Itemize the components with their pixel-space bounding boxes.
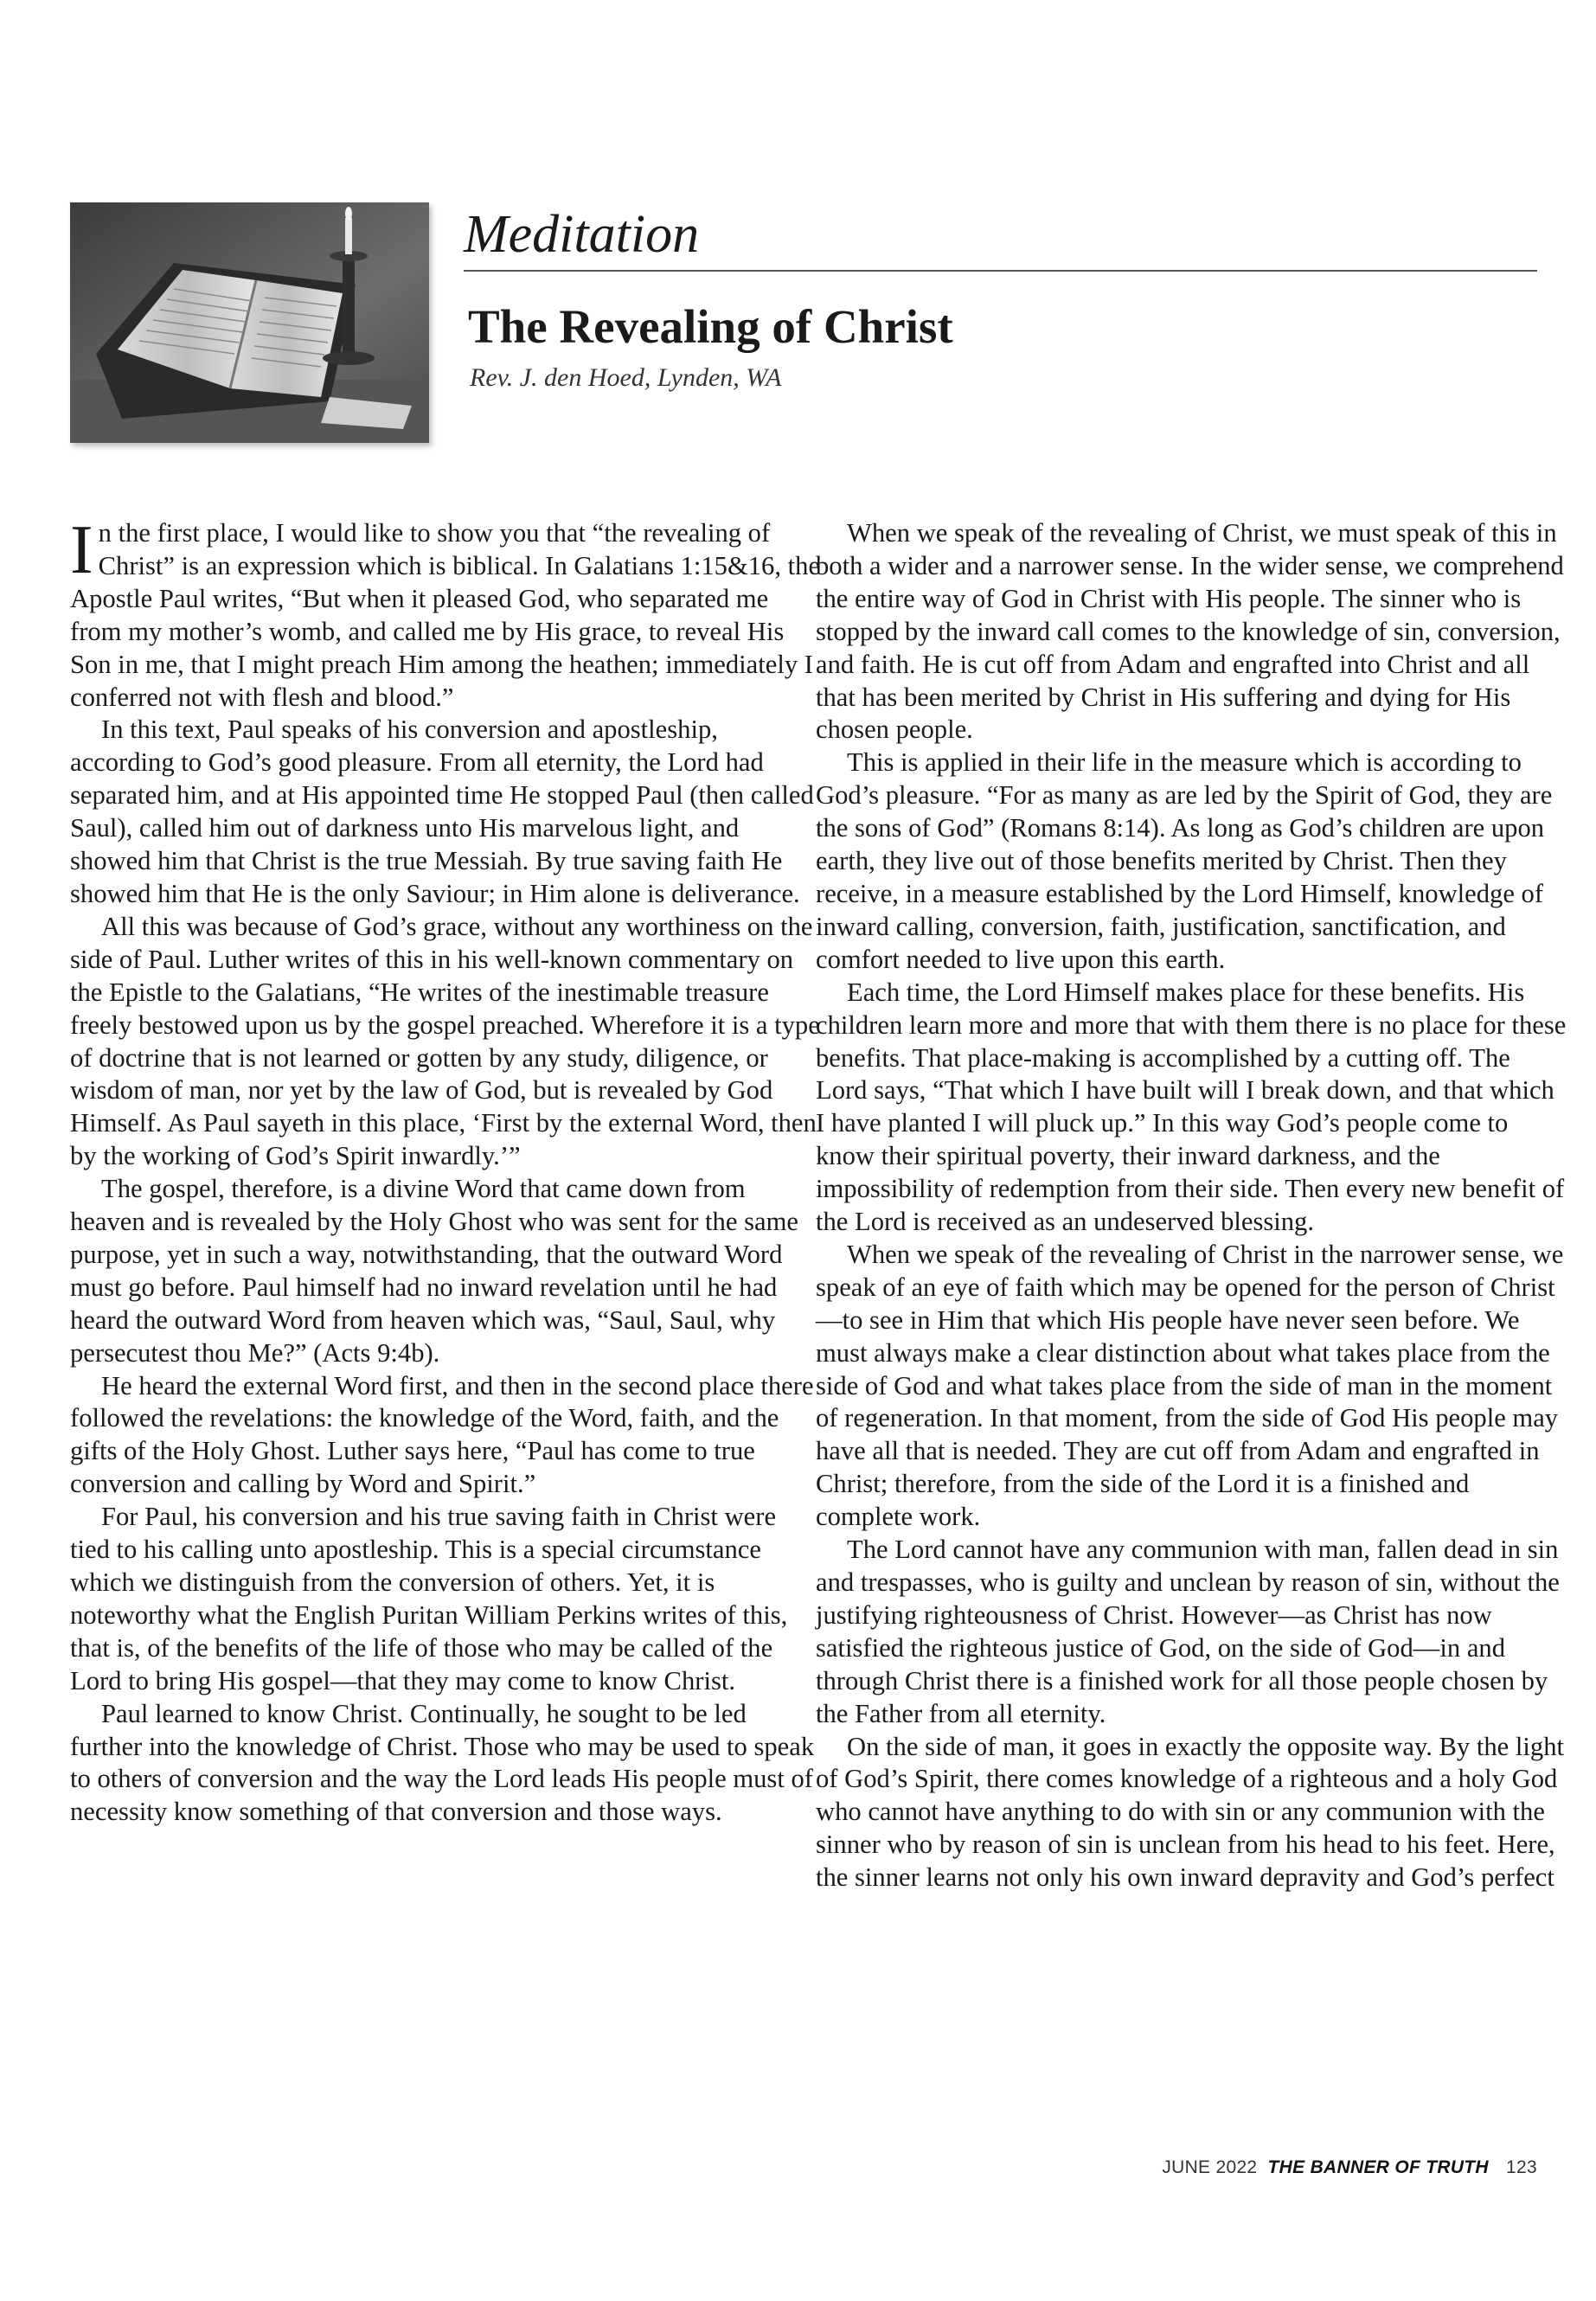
- left-column: [70, 512, 821, 1829]
- page-footer: [1162, 2157, 1537, 2178]
- paragraph: For Paul, his conversion and his true saving faith in Christ were tied to his calling unto apostleship. This is a special circumstance which we distinguish from the conversion of others. Yet, it is noteworthy what the English Puritan William Perkins writes of this, that is, of the benefits of the life of those who may be called of the Lord to bring His gospel—that they may come to know Christ.: [70, 1502, 788, 1695]
- paragraph: The gospel, therefore, is a divine Word that came down from heaven and is revealed by the Holy Ghost who was sent for the same purpose, yet in such a way, notwithstanding, that the outward Word must go before. Paul himself had no inward revelation until he had heard the outward Word from heaven which was, “Saul, Saul, why persecutest thou Me?” (Acts 9:4b).: [70, 1174, 798, 1368]
- byline: Rev. J. den Hoed, Lynden, WA: [470, 363, 782, 392]
- section-label: Meditation: [464, 205, 700, 264]
- paragraph: This is applied in their life in the measure which is according to God’s pleasure. “For as many as are led by the Spirit of God, they are the sons of God” (Romans 8:14). As long as God’s children are upon earth, they live out of those benefits merited by Christ. Then they receive, in a measure established by the Lord Himself, knowledge of inward calling, conversion, faith, justification, sanctification, and comfort needed to live upon this earth.: [816, 747, 1553, 974]
- paragraph: Paul learned to know Christ. Continually, he sought to be led further into the knowledge of Christ. Those who may be used to speak to others of conversion and the way the Lord leads His people must of necessity know something of that conversion and those ways.: [70, 1698, 815, 1827]
- paragraph: When we speak of the revealing of Christ in the narrower sense, we speak of an eye of faith which may be opened for the person of Christ—to see in Him that which His people have never seen before. We must always make a clear distinction about what takes place from the side of God and what takes place from the side of man in the moment of regeneration. In that moment, from the side of God His people may have all that is needed. They are cut off from Adam and engrafted in Christ; therefore, from the side of the Lord it is a finished and complete work.: [816, 1239, 1564, 1532]
- paragraph: On the side of man, it goes in exactly the opposite way. By the light of God’s Spirit, there comes knowledge of a righteous and a holy God who cannot have anything to do with sin or any communion with the sinner who by reason of sin is unclean from his head to his feet. Here, the sinner learns not only his own inward depravity and God’s perfect: [816, 1731, 1564, 1893]
- article-title: The Revealing of Christ: [468, 300, 953, 353]
- section-divider: [464, 270, 1537, 272]
- paragraph: The Lord cannot have any communion with man, fallen dead in sin and trespasses, who is guilty and unclean by reason of sin, without the justifying righteousness of Christ. However—as Christ has now satisfied the righteous justice of God, on the side of God—in and through Christ there is a finished work for all those people chosen by the Father from all eternity.: [816, 1535, 1560, 1728]
- drop-cap: I: [70, 512, 93, 588]
- paragraph: He heard the external Word first, and then in the second place there followed the revelations: the knowledge of the Word, faith, and the gifts of the Holy Ghost. Luther says here, “Paul has come to true conversion and calling by Word and Spirit.”: [70, 1370, 814, 1499]
- header-image-open-bible: [70, 202, 429, 443]
- page-number: 123: [1506, 2157, 1537, 2177]
- magazine-name: THE BANNER OF TRUTH: [1267, 2157, 1489, 2177]
- paragraph: Each time, the Lord Himself makes place for these benefits. His children learn more and more that with them there is no place for these benefits. That place-making is accomplished by a cutting off. The Lord says, “That which I have built will I break down, and that which I have planted I will pluck up.” In this way God’s people come to know their spiritual poverty, their inward darkness, and the impossibility of redemption from their side. Then every new benefit of the Lord is received as an undeserved blessing.: [816, 977, 1567, 1237]
- paragraph: In this text, Paul speaks of his conversion and apostleship, according to God’s good pleasure. From all eternity, the Lord had separated him, and at His appointed time He stopped Paul (then called Saul), called him out of darkness unto His marvelous light, and showed him that Christ is the true Messiah. By true saving faith He showed him that He is the only Saviour; in Him alone is deliverance.: [70, 715, 814, 908]
- open-bible-illustration: [70, 202, 429, 443]
- paragraph: When we speak of the revealing of Christ, we must speak of this in both a wider and a narrower sense. In the wider sense, we comprehend the entire way of God in Christ with His people. The sinner who is stopped by the inward call comes to the knowledge of sin, conversion, and faith. He is cut off from Adam and engrafted into Christ and all that has been merited by Christ in His suffering and dying for His chosen people.: [816, 518, 1564, 745]
- paragraph-text: n the first place, I would like to show you that “the revealing of Christ” is an expression which is biblical. In Galatians 1:15&16, the Apostle Paul writes, “But when it pleased God, who separated me from my mother’s womb, and called me by His grace, to reveal His Son in me, that I might preach Him among the heathen; immediately I conferred not with flesh and blood.”: [70, 518, 821, 712]
- right-column: [816, 517, 1567, 1894]
- paragraph: All this was because of God’s grace, without any worthiness on the side of Paul. Luther writes of this in his well-known commentary on the Epistle to the Galatians, “He writes of the inestimable treasure freely bestowed upon us by the gospel preached. Wherefore it is a type of doctrine that is not learned or gotten by any study, diligence, or wisdom of man, nor yet by the law of God, but is revealed by God Himself. As Paul sayeth in this place, ‘First by the external Word, then by the working of God’s Spirit inwardly.’”: [70, 911, 820, 1171]
- paragraph: [70, 512, 821, 714]
- issue-date: JUNE 2022: [1162, 2157, 1258, 2177]
